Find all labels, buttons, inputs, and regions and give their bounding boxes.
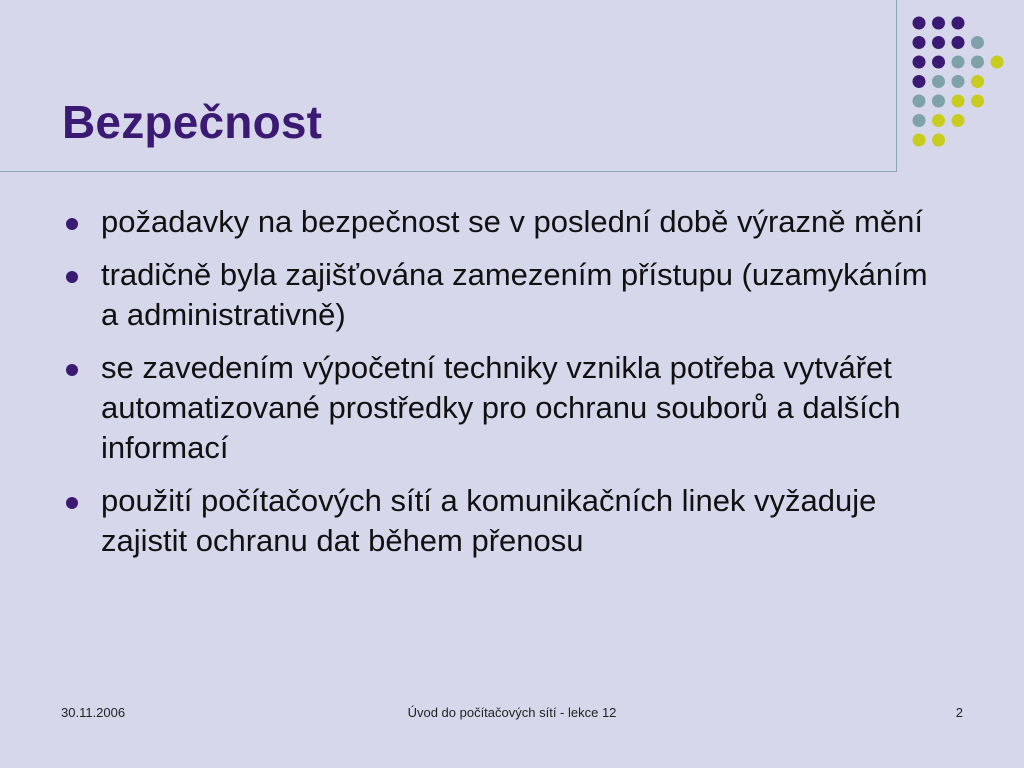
decorative-dot <box>932 134 945 147</box>
decorative-dot <box>913 134 926 147</box>
decorative-dot <box>932 75 945 88</box>
decorative-dot <box>932 17 945 30</box>
decorative-dot <box>952 95 965 108</box>
title-vertical-rule <box>896 0 897 172</box>
decorative-dot <box>952 75 965 88</box>
bullet-icon <box>66 497 78 509</box>
title-horizontal-rule <box>0 171 897 172</box>
bullet-item <box>66 255 946 335</box>
footer-page-number: 2 <box>955 705 963 720</box>
bullet-text: tradičně byla zajišťována zamezením přístupu (uzamykáním a administrativně) <box>101 257 928 332</box>
decorative-dot <box>991 56 1004 69</box>
decorative-dot <box>932 56 945 69</box>
decorative-dot <box>952 36 965 49</box>
decorative-dot <box>913 75 926 88</box>
decorative-dot <box>932 95 945 108</box>
bullet-item <box>66 348 946 468</box>
decorative-dot <box>913 114 926 127</box>
decorative-dot <box>971 36 984 49</box>
bullet-item <box>66 481 946 561</box>
decorative-dot <box>913 17 926 30</box>
decorative-dot <box>932 36 945 49</box>
bullet-item <box>66 202 946 242</box>
bullet-icon <box>66 218 78 230</box>
decorative-dot <box>952 56 965 69</box>
decorative-dot <box>952 17 965 30</box>
decorative-dot <box>971 56 984 69</box>
bullet-icon <box>66 364 78 376</box>
slide-title: Bezpečnost <box>62 96 323 148</box>
decorative-dot <box>952 114 965 127</box>
decorative-dot <box>932 114 945 127</box>
footer-title: Úvod do počítačových sítí - lekce 12 <box>407 705 617 720</box>
decorative-dot <box>971 75 984 88</box>
decorative-dot <box>913 95 926 108</box>
bullet-text: použití počítačových sítí a komunikačních linek vyžaduje zajistit ochranu dat během přenosu <box>101 483 877 558</box>
bullet-text: požadavky na bezpečnost se v poslední době výrazně mění <box>101 204 924 239</box>
bullet-icon <box>66 271 78 283</box>
bullet-text: se zavedením výpočetní techniky vznikla potřeba vytvářet automatizované prostředky pro ochranu souborů a dalších informací <box>101 350 901 465</box>
bullet-list <box>66 202 946 574</box>
decorative-dot <box>971 95 984 108</box>
footer-date: 30.11.2006 <box>61 705 126 720</box>
decorative-dot <box>913 36 926 49</box>
decorative-dot <box>913 56 926 69</box>
